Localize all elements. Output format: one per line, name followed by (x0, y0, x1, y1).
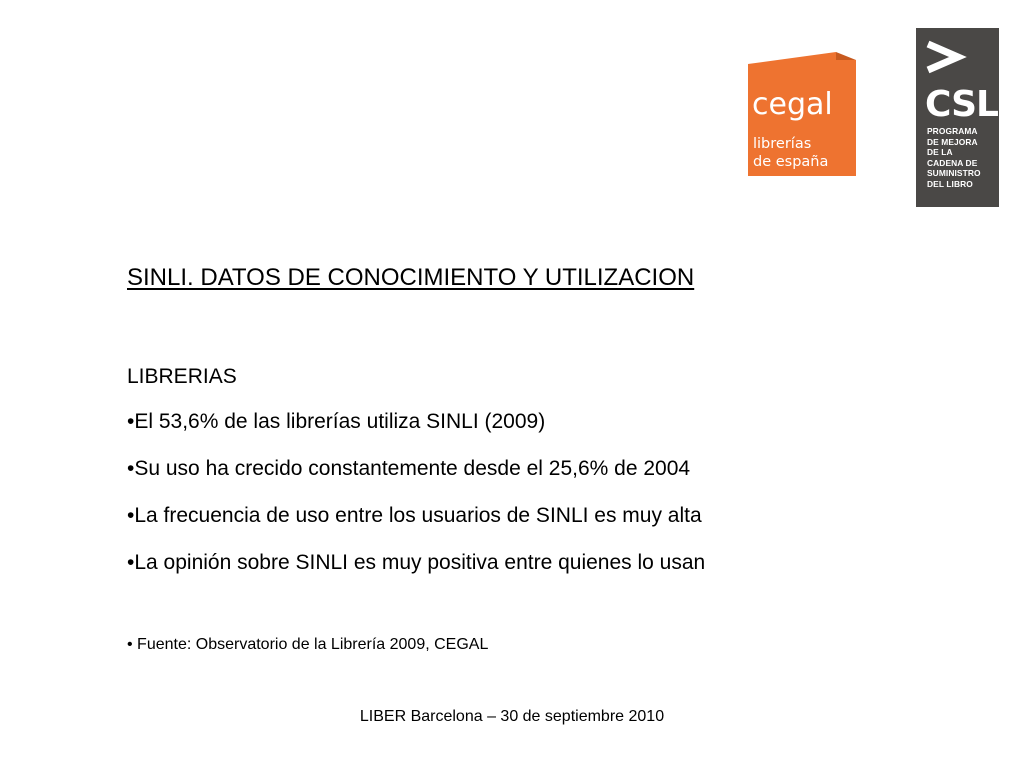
csl-caption-line: DE LA (927, 147, 953, 158)
slide-footer: LIBER Barcelona – 30 de septiembre 2010 (359, 708, 665, 725)
bullet-item: •La frecuencia de uso entre los usuarios de SINLI es muy alta (127, 504, 702, 527)
section-heading: LIBRERIAS (127, 365, 237, 388)
csl-logo-wordmark: CSL (925, 84, 998, 124)
cegal-logo-line2: de españa (753, 154, 829, 170)
bullet-item: •El 53,6% de las librerías utiliza SINLI (2009) (127, 410, 546, 433)
csl-caption-line: CADENA DE (927, 157, 978, 168)
bullet-item: •Su uso ha crecido constantemente desde el 25,6% de 2004 (127, 457, 691, 480)
cegal-logo-line1: librerías (753, 136, 812, 152)
cegal-logo-wordmark: cegal (752, 87, 833, 122)
csl-logo-caption (927, 126, 981, 190)
csl-caption-line: PROGRAMA (927, 126, 978, 136)
csl-logo (916, 28, 999, 207)
bullet-item: •La opinión sobre SINLI es muy positiva entre quienes lo usan (127, 551, 706, 574)
csl-caption-line: DEL LIBRO (927, 178, 973, 189)
bullet-list (127, 409, 705, 597)
source-note: • Fuente: Observatorio de la Librería 2009, CEGAL (127, 636, 489, 653)
csl-caption-line: DE MEJORA (927, 136, 978, 147)
csl-caption-line: SUMINISTRO (927, 168, 981, 179)
chevron-right-icon (928, 44, 958, 70)
slide-title: SINLI. DATOS DE CONOCIMIENTO Y UTILIZACION (127, 264, 695, 291)
cegal-logo (748, 52, 856, 176)
